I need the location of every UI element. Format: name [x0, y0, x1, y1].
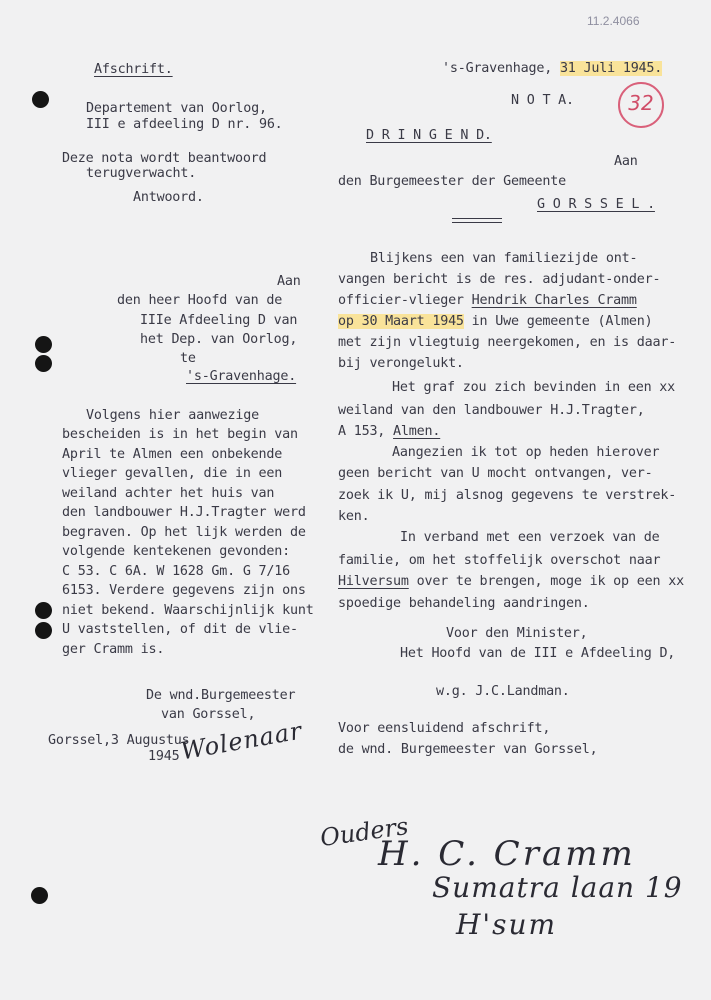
- body-line: In verband met een verzoek van de: [400, 530, 660, 545]
- body-line: [338, 312, 653, 332]
- body-line: [338, 291, 637, 311]
- body-line: met zijn vliegtuig neergekomen, en is daar-: [338, 335, 677, 350]
- address-line: den heer Hoofd van de: [117, 293, 283, 308]
- body-line: Volgens hier aanwezige: [86, 408, 259, 423]
- place-almen: Almen.: [393, 424, 441, 439]
- place-date: Gorssel,3 Augustus: [48, 733, 190, 748]
- body-line: geen bericht van U mocht ontvangen, ver-: [338, 466, 653, 481]
- punch-hole-icon: [32, 91, 49, 108]
- body-line: vlieger gevallen, die in een: [62, 466, 283, 481]
- aan-label: Aan: [277, 274, 301, 289]
- body-line: bescheiden is in het begin van: [62, 427, 298, 442]
- body-line: Blijkens een van familiezijde ont-: [370, 251, 638, 266]
- punch-hole-icon: [35, 622, 52, 639]
- body-line: April te Almen een onbekende: [62, 447, 283, 462]
- body-line: [338, 572, 684, 592]
- handwritten-name: H. C. Cramm: [378, 834, 636, 874]
- place-hilversum: Hilversum: [338, 574, 409, 589]
- body-line: 6153. Verdere gegevens zijn ons: [62, 583, 306, 598]
- body-line: Het graf zou zich bevinden in een xx: [392, 380, 676, 395]
- body-line: ger Cramm is.: [62, 642, 165, 657]
- punch-hole-icon: [31, 887, 48, 904]
- crash-date: 30 Maart 1945: [361, 314, 464, 329]
- body-line: zoek ik U, mij alsnog gegevens te verstrek-: [338, 488, 677, 503]
- pilot-name: Hendrik Charles Cramm: [471, 293, 637, 308]
- body-line: U vaststellen, of dit de vlie-: [62, 622, 298, 637]
- signatory-title: De wnd.Burgemeester: [146, 688, 296, 703]
- nota-note: Deze nota wordt beantwoord: [62, 151, 267, 166]
- body-line: volgende kentekenen gevonden:: [62, 544, 290, 559]
- letter-date: [442, 59, 662, 79]
- body-line: bij verongelukt.: [338, 356, 464, 371]
- body-line: begraven. Op het lijk werden de: [62, 525, 306, 540]
- address-line: te: [180, 351, 196, 366]
- copy-note: de wnd. Burgemeester van Gorssel,: [338, 742, 598, 757]
- body-line: spoedige behandeling aandringen.: [338, 596, 590, 611]
- body-line: [338, 422, 440, 442]
- signatory-title: van Gorssel,: [161, 707, 256, 722]
- afschrift-heading: Afschrift.: [94, 62, 173, 77]
- body-line: vangen bericht is de res. adjudant-onder-: [338, 272, 661, 287]
- urgent-heading: D R I N G E N D.: [366, 128, 492, 143]
- body-line: ken.: [338, 509, 370, 524]
- nota-note: terugverwacht.: [86, 166, 197, 181]
- body-text: op: [338, 314, 362, 329]
- body-text: in Uwe gemeente (Almen): [463, 314, 653, 329]
- place-name: 's-Gravenhage,: [442, 61, 560, 76]
- date-year: 1945: [148, 749, 180, 764]
- handwritten-city: H'sum: [456, 908, 558, 941]
- folio-number: 32: [628, 91, 654, 115]
- aan-label: Aan: [614, 154, 638, 169]
- body-line: weiland van den landbouwer H.J.Tragter,: [338, 403, 645, 418]
- copy-note: Voor eensluidend afschrift,: [338, 721, 551, 736]
- department-line: III e afdeeling D nr. 96.: [86, 117, 283, 132]
- punch-hole-icon: [35, 355, 52, 372]
- punch-hole-icon: [35, 336, 52, 353]
- closing-line: Het Hoofd van de III e Afdeeling D,: [400, 646, 676, 661]
- body-line: weiland achter het huis van: [62, 486, 275, 501]
- body-text: A 153,: [338, 424, 394, 439]
- date-highlight: 31 Juli 1945.: [559, 61, 663, 76]
- body-text: over te brengen, moge ik op een xx: [408, 574, 684, 589]
- address-line: het Dep. van Oorlog,: [140, 332, 298, 347]
- handwritten-line: Ouders: [318, 811, 411, 853]
- nota-heading: N O T A.: [511, 93, 574, 108]
- body-line: Aangezien ik tot op heden hierover: [392, 445, 660, 460]
- body-line: den landbouwer H.J.Tragter werd: [62, 505, 306, 520]
- body-line: C 53. C 6A. W 1628 Gm. G 7/16: [62, 564, 290, 579]
- body-line: niet bekend. Waarschijnlijk kunt: [62, 603, 314, 618]
- punch-hole-icon: [35, 602, 52, 619]
- folio-stamp: [618, 82, 664, 128]
- address-line: IIIe Afdeeling D van: [140, 313, 298, 328]
- burgemeester-signature: Wolenaar: [178, 716, 305, 766]
- address-city: 's-Gravenhage.: [186, 369, 297, 384]
- closing-line: Voor den Minister,: [446, 626, 588, 641]
- signed-by: w.g. J.C.Landman.: [436, 684, 570, 699]
- divider: [452, 218, 502, 223]
- handwritten-address: Sumatra laan 19: [432, 871, 683, 904]
- body-text: officier-vlieger: [338, 293, 472, 308]
- antwoord-label: Antwoord.: [133, 190, 204, 205]
- body-line: familie, om het stoffelijk overschot naar: [338, 553, 661, 568]
- municipality-name: G O R S S E L .: [537, 197, 655, 212]
- archive-reference: 11.2.4066: [587, 14, 640, 28]
- recipient-line: den Burgemeester der Gemeente: [338, 174, 566, 189]
- department-line: Departement van Oorlog,: [86, 101, 267, 116]
